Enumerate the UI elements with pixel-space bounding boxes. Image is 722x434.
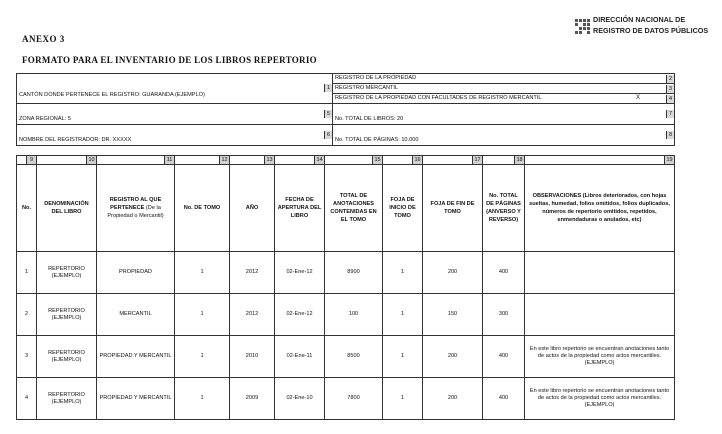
header-row [17, 165, 675, 252]
cell-start-folio: 1 [383, 294, 423, 336]
header-total-pages: No. TOTAL DE PÁGINAS (ANVERSO Y REVERSO) [483, 165, 525, 252]
header-registry [97, 165, 175, 252]
column-number: 15 [325, 156, 383, 165]
form-title: FORMATO PARA EL INVENTARIO DE LOS LIBROS REPERTORIO [22, 55, 317, 65]
registry-type-property [333, 74, 675, 84]
cell-end-folio: 150 [423, 294, 483, 336]
header-start-folio: FOJA DE INICIO DE TOMO [383, 165, 423, 252]
logo-text [593, 14, 708, 36]
cell-total-entries: 7800 [325, 378, 383, 420]
column-number: 10 [37, 156, 97, 165]
column-number-row [17, 156, 675, 165]
institution-logo [575, 12, 713, 42]
registry-info-table [16, 73, 675, 146]
total-books-cell [333, 104, 675, 125]
cell-observations [525, 252, 675, 294]
field-number: 3 [666, 85, 674, 93]
field-number: 1 [324, 84, 332, 92]
header-registry-main: REGISTRO AL QUE PERTENECE [109, 197, 162, 211]
column-number: 9 [17, 156, 37, 165]
cell-no: 1 [17, 252, 37, 294]
table-row [17, 378, 675, 420]
cell-volume: 1 [175, 378, 230, 420]
annex-title: ANEXO 3 [22, 34, 65, 44]
cell-total-pages: 400 [483, 336, 525, 378]
cell-total-pages: 300 [483, 294, 525, 336]
field-number: 6 [324, 131, 332, 139]
cell-volume: 1 [175, 294, 230, 336]
cell-book-name: REPERTORIO (EJEMPLO) [37, 336, 97, 378]
registry-type-mercantile [333, 84, 675, 94]
cell-end-folio: 200 [423, 378, 483, 420]
cell-total-pages: 400 [483, 378, 525, 420]
cell-year: 2010 [230, 336, 275, 378]
cell-total-entries: 8500 [325, 336, 383, 378]
table-row [17, 336, 675, 378]
header-total-entries: TOTAL DE ANOTACIONES CONTENIDAS EN EL TOMO [325, 165, 383, 252]
cell-opening-date: 02-Ene-12 [275, 252, 325, 294]
cell-volume: 1 [175, 252, 230, 294]
selected-mark: X [635, 94, 640, 101]
header-book-name: DENOMINACIÓN DEL LIBRO [37, 165, 97, 252]
cell-no: 2 [17, 294, 37, 336]
cell-registry: MERCANTIL [97, 294, 175, 336]
header-observations [525, 165, 675, 252]
cell-no: 4 [17, 378, 37, 420]
field-number: 4 [666, 95, 674, 103]
cell-year: 2012 [230, 252, 275, 294]
zone-cell [17, 104, 333, 125]
cell-opening-date: 02-Ene-10 [275, 378, 325, 420]
column-number: 14 [275, 156, 325, 165]
canton-label: CANTÓN DONDE PERTENECE EL REGISTRO: GUARANDA (EJEMPLO) [19, 92, 205, 98]
cell-opening-date: 02-Ene-12 [275, 294, 325, 336]
registrar-cell [17, 125, 333, 146]
cell-total-entries: 8900 [325, 252, 383, 294]
cell-start-folio: 1 [383, 378, 423, 420]
registry-type-label: REGISTRO DE LA PROPIEDAD [335, 74, 417, 81]
cell-end-folio: 200 [423, 252, 483, 294]
cell-no: 3 [17, 336, 37, 378]
logo-line-1: DIRECCIÓN NACIONAL DE [593, 15, 686, 24]
logo-mark-icon [575, 19, 590, 37]
cell-registry: PROPIEDAD [97, 252, 175, 294]
column-number: 17 [423, 156, 483, 165]
cell-start-folio: 1 [383, 252, 423, 294]
column-number: 18 [483, 156, 525, 165]
header-year: AÑO [230, 165, 275, 252]
registry-type-label: REGISTRO DE LA PROPIEDAD CON FACULTADES DE REGISTRO MERCANTIL [335, 94, 542, 101]
cell-year: 2009 [230, 378, 275, 420]
cell-observations [525, 294, 675, 336]
cell-registry: PROPIEDAD Y MERCANTIL [97, 378, 175, 420]
registry-type-property-mercantile [333, 94, 675, 104]
total-pages-cell [333, 125, 675, 146]
column-number: 11 [97, 156, 175, 165]
field-number: 5 [324, 110, 332, 118]
header-no: No. [17, 165, 37, 252]
column-number: 13 [230, 156, 275, 165]
header-end-folio: FOJA DE FIN DE TOMO [423, 165, 483, 252]
registrar-label: NOMBRE DEL REGISTRADOR: DR. XXXXX [19, 137, 132, 143]
cell-total-pages: 400 [483, 252, 525, 294]
cell-book-name: REPERTORIO (EJEMPLO) [37, 378, 97, 420]
cell-book-name: REPERTORIO (EJEMPLO) [37, 294, 97, 336]
header-opening-date: FECHA DE APERTURA DEL LIBRO [275, 165, 325, 252]
cell-total-entries: 100 [325, 294, 383, 336]
field-number: 7 [666, 110, 674, 118]
header-observations-title: OBSERVACIONES [532, 193, 582, 199]
column-number: 16 [383, 156, 423, 165]
inventory-table [16, 155, 675, 420]
field-number: 2 [666, 75, 674, 83]
cell-end-folio: 200 [423, 336, 483, 378]
header-volume: No. DE TOMO [175, 165, 230, 252]
registry-type-label: REGISTRO MERCANTIL [335, 84, 399, 91]
cell-registry: PROPIEDAD Y MERCANTIL [97, 336, 175, 378]
cell-observations: En este libro repertorio se encuentran anotaciones tanto de actos de la propiedad como actos mercantiles. (EJEMPLO) [525, 378, 675, 420]
canton-cell [17, 74, 333, 104]
column-number: 19 [525, 156, 675, 165]
cell-volume: 1 [175, 336, 230, 378]
field-number: 8 [666, 131, 674, 139]
cell-opening-date: 02-Ene-11 [275, 336, 325, 378]
cell-book-name: REPERTORIO (EJEMPLO) [37, 252, 97, 294]
zone-label: ZONA REGIONAL: 5 [19, 116, 71, 122]
total-books-label: No. TOTAL DE LIBROS: 20 [335, 116, 404, 122]
logo-line-2: REGISTRO DE DATOS PÚBLICOS [593, 26, 709, 35]
total-pages-label: No. TOTAL DE PÁGINAS: 10.000 [335, 137, 419, 143]
cell-start-folio: 1 [383, 336, 423, 378]
table-row [17, 252, 675, 294]
cell-year: 2012 [230, 294, 275, 336]
cell-observations: En este libro repertorio se encuentran anotaciones tanto de actos de la propiedad como actos mercantiles. (EJEMPLO) [525, 336, 675, 378]
header-observations-note: (Libros deteriorados, con hojas sueltas, humedad, folios omitidos, folios duplicados, números de repertorio omitidos, repetidos, enmendaduras o anulados, etc) [529, 193, 670, 223]
header-registry-note: (De la Propiedad o Mercantil) [107, 205, 164, 219]
column-number: 12 [175, 156, 230, 165]
table-row [17, 294, 675, 336]
